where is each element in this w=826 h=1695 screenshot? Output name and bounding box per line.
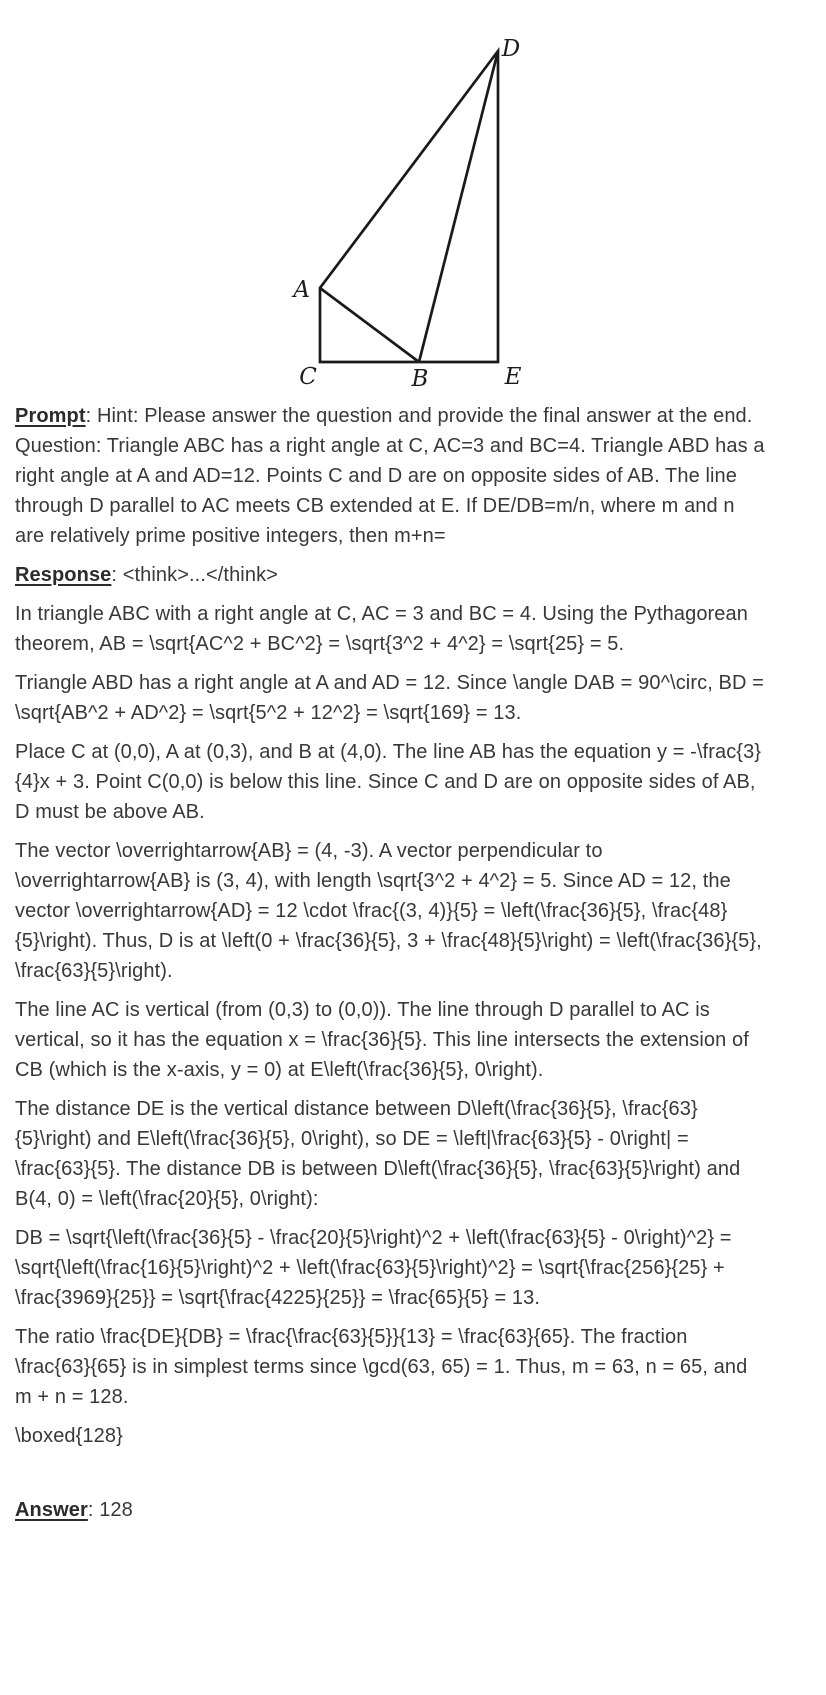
response-paragraph: The vector \overrightarrow{AB} = (4, -3). A vector perpendicular to \overrightarrow{AB} is (3, 4), with length \sqrt{3^2 + 4^2} = 5. Since AD = 12, the vector \overrightarrow{AD} = 12 \cdot \frac{(3, 4)}{5} = \left(\frac{36}{5}, \frac{48}{5}\right). Thus, D is at \left(0 + \frac{36}{5}, 3 + \frac{48}{5}\right) = \left(\frac{36}{5}, \frac{63}{5}\right). — [15, 840, 762, 982]
figure-outline-CADE — [320, 51, 498, 362]
response-think-tag: <think>...</think> — [122, 564, 278, 586]
segment-BD — [419, 51, 498, 362]
response-separator: : — [111, 564, 123, 586]
response-paragraph: DB = \sqrt{\left(\frac{36}{5} - \frac{20}{5}\right)^2 + \left(\frac{63}{5} - 0\right)^2} = \sqrt{\left(\frac{16}{5}\right)^2 + \left(\frac{63}{5}\right)^2} = \sqrt{\frac{256}{25} + \frac{3969}{25}} = \sqrt{\frac{4225}{25}} = \frac{65}{5} = 13. — [15, 1227, 732, 1309]
response-paragraph: The line AC is vertical (from (0,3) to (0,0)). The line through D parallel to AC is vertical, so it has the equation x = \frac{36}{5}. This line intersects the extension of CB (which is the x-axis, y = 0) at E\left(\frac{36}{5}, 0\right). — [15, 999, 749, 1081]
response-boxed-answer: \boxed{128} — [15, 1425, 123, 1447]
prompt-body: Hint: Please answer the question and provide the final answer at the end. Question: Triangle ABC has a right angle at C, AC=3 and BC=4. Triangle ABD has a right angle at A and AD=12. Points C and D are on opposite sides of AB. The line through D parallel to AC meets CB extended at E. If DE/DB=m/n, where m and n are relatively prime positive integers, then m+n= — [15, 405, 765, 547]
prompt-separator: : — [85, 405, 97, 427]
response-heading: Response — [15, 564, 112, 586]
response-paragraph: In triangle ABC with a right angle at C, AC = 3 and BC = 4. Using the Pythagorean theorem, AB = \sqrt{AC^2 + BC^2} = \sqrt{3^2 + 4^2} = \sqrt{25} = 5. — [15, 603, 748, 655]
answer-value: 128 — [99, 1499, 133, 1521]
prompt-heading: Prompt — [15, 405, 86, 427]
point-label-B: B — [411, 366, 429, 392]
prompt-paragraph — [15, 401, 768, 551]
geometry-figure — [268, 18, 530, 396]
answer-line — [15, 1495, 768, 1525]
response-paragraph: The distance DE is the vertical distance between D\left(\frac{36}{5}, \frac{63}{5}\right) and E\left(\frac{36}{5}, 0\right), so DE = \left|\frac{63}{5} - 0\right| = \frac{63}{5}. The distance DB is between D\left(\frac{36}{5}, \frac{63}{5}\right) and B(4, 0) = \left(\frac{20}{5}, 0\right): — [15, 1098, 741, 1210]
point-label-A: A — [293, 277, 310, 303]
point-label-E: E — [504, 364, 522, 390]
figure-container — [0, 0, 826, 392]
response-paragraph: The ratio \frac{DE}{DB} = \frac{\frac{63}{5}}{13} = \frac{63}{65}. The fraction \frac{63}{65} is in simplest terms since \gcd(63, 65) = 1. Thus, m = 63, n = 65, and m + n = 128. — [15, 1326, 748, 1408]
response-heading-line — [15, 560, 768, 590]
point-label-D: D — [501, 36, 521, 62]
response-paragraph: Triangle ABD has a right angle at A and AD = 12. Since \angle DAB = 90^\circ, BD = \sqrt{AB^2 + AD^2} = \sqrt{5^2 + 12^2} = \sqrt{169} = 13. — [15, 672, 764, 724]
qa-text-block — [0, 401, 826, 1525]
response-paragraph: Place C at (0,0), A at (0,3), and B at (4,0). The line AB has the equation y = -\frac{3}{4}x + 3. Point C(0,0) is below this line. Since C and D are on opposite sides of AB, D must be above AB. — [15, 741, 762, 823]
segment-AB — [320, 288, 419, 362]
point-label-C: C — [299, 364, 317, 390]
answer-heading: Answer — [15, 1499, 88, 1521]
answer-separator: : — [87, 1499, 100, 1521]
